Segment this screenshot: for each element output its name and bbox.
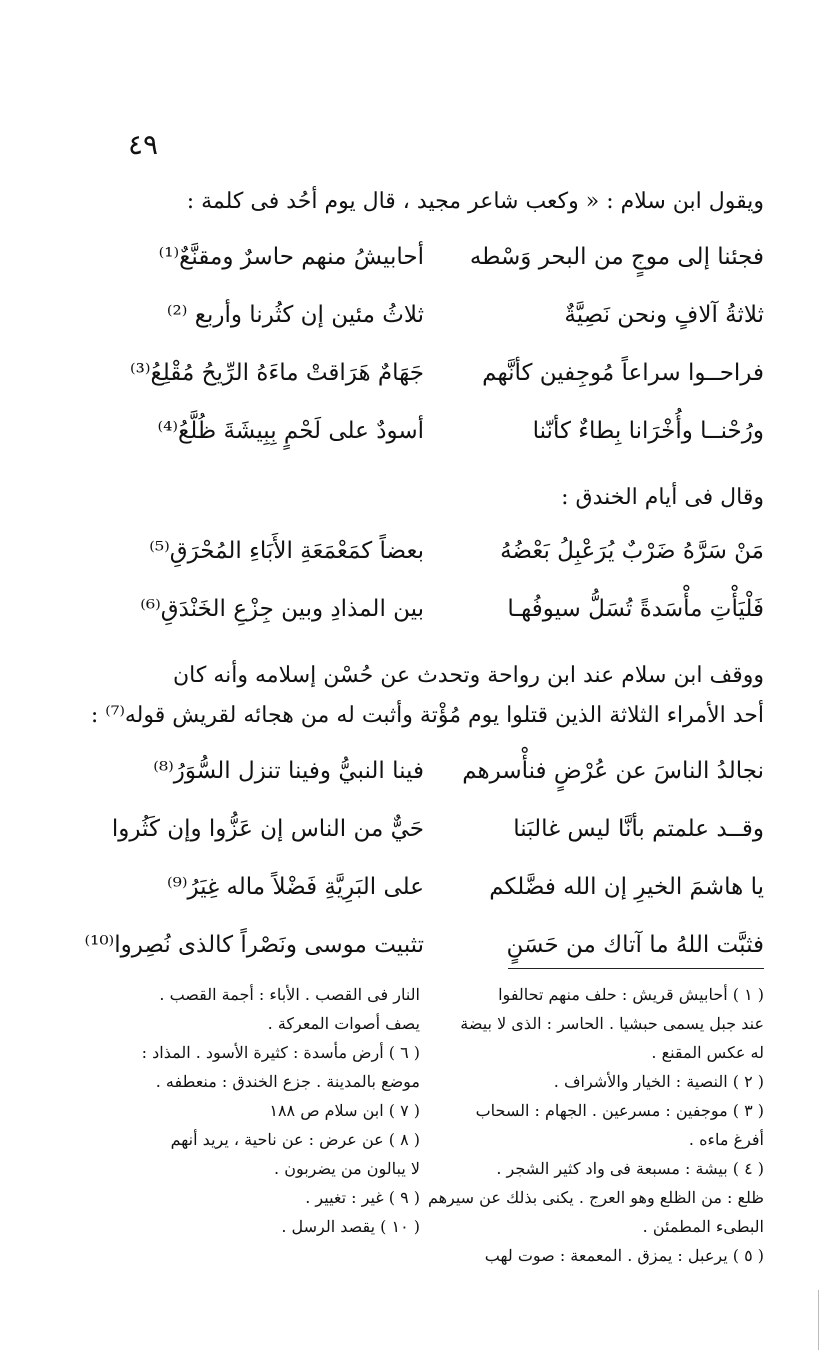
verse-second-hemistich: على البَرِيَّةِ فَضْلاً ماله غِيَرُ⁽⁹⁾ [166,874,424,900]
verse [74,916,764,974]
intro-line: ويقول ابن سلام : « وكعب شاعر مجيد ، قال يوم أحُد فى كلمة : [186,189,764,214]
verse-second-hemistich: بين المذادِ وبين جِزْعِ الخَنْدَقِ⁽⁶⁾ [140,596,424,622]
verse [74,522,764,580]
verse-second-hemistich: فينا النبيُّ وفينا تنزل السُّوَرُ⁽⁸⁾ [153,758,424,784]
footnote-line: أفرغ ماءه . [688,1130,764,1149]
verse-second-hemistich: تثبيت موسى ونَصْراً كالذى نُصِروا⁽¹⁰⁾ [84,932,424,958]
footnote-line: ( ٢ ) النصية : الخيار والأشراف . [553,1072,764,1091]
footnote-line: البطىء المطمئن . [642,1217,764,1236]
verse [74,344,764,402]
verse-first-hemistich: يا هاشمَ الخيرِ إن الله فضَّلكم [489,874,764,900]
verse-first-hemistich: فراحــوا سراعاً مُوجِفين كأنَّهم [482,360,764,386]
paragraph-line: أحد الأمراء الثلاثة الذين قتلوا يوم مُؤْتة وأثبت له من هجائه لقريش قوله⁽⁷⁾ : [90,703,764,728]
poem-uhud [74,228,764,460]
footnote-line: ( ٦ ) أرض مأسدة : كثيرة الأسود . المذاد : [141,1043,420,1062]
verse-first-hemistich: وقــد علمتم بأنَّا ليس غالبَنا [513,816,764,842]
poem-quraysh [74,742,764,974]
verse [74,800,764,858]
verse-second-hemistich: ثلاثُ مئين إن كثُرنا وأربع ⁽²⁾ [166,302,424,328]
verse-second-hemistich: أسودٌ على لَحْمٍ بِبِيشَةَ ظُلَّعُ⁽⁴⁾ [157,418,424,444]
khandaq-intro: وقال فى أيام الخندق : [561,485,764,510]
verse-first-hemistich: فثبَّت اللهُ ما آتاك من حَسَنٍ [506,932,764,958]
verse-first-hemistich: فَلْيَأْتِ مأْسَدةً تُسَلُّ سيوفُهـا [507,596,764,622]
footnote-line: ( ٩ ) غير : تغيير . [305,1188,420,1207]
footnotes-right-column [427,980,764,1270]
verse [74,580,764,638]
verse [74,742,764,800]
footnote-line: ( ٥ ) يرعبل : يمزق . المعمعة : صوت لهب [484,1246,764,1265]
verse-first-hemistich: مَنْ سَرَّهُ ضَرْبٌ يُرَعْبِلُ بَعْضُهُ [500,538,764,564]
verse-second-hemistich: أحابيشُ منهم حاسرٌ ومقنَّعٌ⁽¹⁾ [158,244,424,270]
verse-first-hemistich: ثلاثةُ آلافٍ ونحن نَصِيَّةٌ [564,302,764,328]
footnote-line: ( ١٠ ) يقصد الرسل . [281,1217,420,1236]
footnotes-left-column [100,980,420,1241]
verse-second-hemistich: بعضاً كمَعْمَعَةِ الأَبَاءِ المُحْرَقِ⁽⁵⁾ [149,538,424,564]
poem-khandaq [74,522,764,638]
verse-first-hemistich: فجئنا إلى موجٍ من البحر وَسْطه [469,244,764,270]
footnote-line: له عكس المقنع . [651,1043,764,1062]
verse-first-hemistich: نجالدُ الناسَ عن عُرْضٍ فنأْسرهم [462,758,764,784]
footnote-line: ( ٤ ) بيشة : مسبعة فى واد كثير الشجر . [496,1159,764,1178]
footnote-line: عند جبل يسمى حبشيا . الحاسر : الذى لا بيضة [460,1014,764,1033]
verse [74,858,764,916]
footnote-divider [508,968,764,969]
footnote-line: ( ٨ ) عن عرض : عن ناحية ، يريد أنهم [170,1130,420,1149]
footnote-line: لا يبالون من يضربون . [274,1159,420,1178]
verse [74,286,764,344]
footnote-line: ( ٣ ) موجفين : مسرعين . الجهام : السحاب [475,1101,764,1120]
footnote-line: ( ٧ ) ابن سلام ص ١٨٨ [269,1101,420,1120]
footnote-line: موضع بالمدينة . جزع الخندق : منعطفه . [155,1072,420,1091]
verse [74,402,764,460]
verse-second-hemistich: حَيٌّ من الناس إن عَزُّوا وإن كَثُروا [111,816,424,842]
footnote-line: النار فى القصب . الأباء : أجمة القصب . [159,985,420,1004]
verse-second-hemistich: جَهَامٌ هَرَاقتْ ماءَهُ الرِّيحُ مُقْلِعُ⁽³⁾ [130,360,424,386]
footnote-line: ( ١ ) أحابيش قريش : حلف منهم تحالفوا [498,985,764,1004]
paragraph-line: ووقف ابن سلام عند ابن رواحة وتحدث عن حُسْن إسلامه وأنه كان [173,663,764,688]
page-number: ٤٩ [128,128,159,161]
verse-first-hemistich: ورُحْنــا وأُخْرَانا بِطاءٌ كأنّنا [532,418,764,444]
verse [74,228,764,286]
footnote-line: ظلع : من الظلع وهو العرج . يكنى بذلك عن سيرهم [427,1188,764,1207]
page-edge-mark [818,1290,819,1350]
footnote-line: يصف أصوات المعركة . [267,1014,420,1033]
